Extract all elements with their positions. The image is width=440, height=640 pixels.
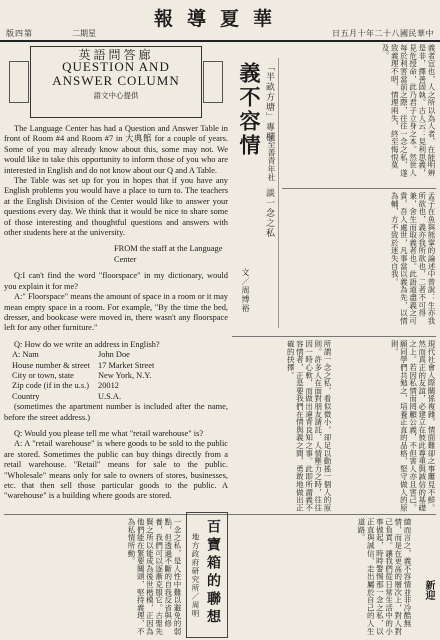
address-value: 20012 (98, 381, 119, 391)
boxed-article-author: 地方政府研究所／周明 (191, 533, 200, 618)
qa-header-credit: 語文中心提供 (93, 91, 139, 101)
qa-header-en-line2: ANSWER COLUMN (52, 73, 180, 89)
intro-paragraph-2: The Table was set up for you in hopes that if you have any English problems you would have a place to turn to. The teachers at the English Division of the Center would like to answer your questions every day. We think that it would be nice to share some of those interesting and thoughtful questions and answers with other students here at the university. (4, 176, 228, 238)
column-divider (232, 336, 436, 337)
address-key: A: Nam (12, 350, 39, 360)
body-text-block-2: 孟子在魚與熊掌的論述中曾說：生亦我所欲也，義亦我所欲也，二者不可得兼，舍生而取義者也。此語道盡義之可貴。吾人處世，凡事當以義為先，以情為輔，方不致於迷失自我。 (390, 192, 436, 325)
address-value: 17 Market Street (98, 360, 155, 370)
boxed-article-title: 百寶箱的聯想 (205, 519, 221, 627)
english-qa-column (4, 42, 228, 512)
feature-byline: 至善青年社 (267, 140, 276, 182)
header-ornament-right (203, 61, 223, 103)
address-value: U.S.A. (98, 391, 122, 401)
address-note: (sometimes the apartment number is included after the name, before the street address.) (4, 402, 228, 422)
question-3: Q: Would you please tell me what "retail warehouse" is? (14, 428, 204, 438)
answer-1: A:" Floorspace" means the amount of space in a room or it may mean empty space in a room. For example, "By the time the bed, dresser, and bookcase were moved in, there wasn't any floorspace left for any other furniture." (4, 292, 228, 333)
header-ornament-left (9, 61, 29, 103)
body-text-block-6: 總而言之，義不容情並非冷酷無情，而是在更高的層次上，對人對己負責。讓我們從日常生活中的小事做起，時時警惕那一念之私，以正直與誠信，走出屬於自己的人生道路。 (356, 518, 412, 635)
question-2: Q: How do we write an address in English? (14, 339, 160, 349)
body-text-block-1: 義者宜也，人之所以為人者，在能明辨是非，擇善固執。古人云：見利思義，見危授命，此乃君子立身之本。然世人每於利害當前之際，往往一念之私，遂致義理不明，情理兩失，終至悔恨莫及。 (380, 44, 436, 177)
address-value: New York, N.Y. (98, 370, 152, 380)
feature-title: 義不容情 (237, 62, 261, 158)
feature-subtitle: 談一念之私 (264, 188, 274, 238)
address-example (12, 350, 228, 402)
masthead (0, 0, 440, 42)
issue-label: 版四第 (6, 29, 33, 38)
qa-header-en-line1: QUESTION AND (62, 59, 170, 75)
newspaper-title: 報導夏華 (153, 8, 286, 30)
address-value: John Doe (98, 350, 130, 360)
body-text-block-3: 所謂一念之私，看似微小，卻足以動搖一個人的原則。許多人在面對朋友請託、人情壓力之時，往往因一時心軟，而做出違背良知之事。此即所謂義不容情者，正是要我們在情與義之間，勇敢地做出正確的抉擇。 (286, 340, 332, 512)
feature-author: 文／周博裕 (241, 268, 250, 313)
body-text-block-4: 現代社會人際關係複雜，情面難卻之事屢見不鮮。然而真正的友誼，必建立在彼此尊重與誠信的基礎之上。若因私情而罔顧公義，不但害人亦且害己。願同學們共勉之，培養正直的品格，堅守做人的原則。 (390, 340, 436, 512)
address-key: Zip code (if in the u.s.) (12, 381, 89, 391)
feature-series: 「半畝方塘」專欄 (264, 62, 274, 142)
new-books-heading: 新迎 (423, 580, 434, 600)
answer-3: A: A "retail warehouse" is where goods to be sold to the public are stored. Sometimes the public can buy things directly from a retail warehouse. "Retail" means for sale to the public. "Wholesale" means only for sale to owners of stores, businesses, etc. that then sell those particular goods to the public. A "warehouse" is a building where goods are stored. (4, 439, 228, 501)
address-key: House number & street (12, 360, 90, 370)
qa-header-box (30, 46, 202, 118)
address-key: Country (12, 391, 40, 401)
address-key: City or town, state (12, 370, 74, 380)
signature-line-2: Center (114, 254, 137, 264)
body-text-block-5: 一念之私，是人性中難以避免的弱點，但透過不斷的自我反省與修養，我們可以逐漸克服它。古聖先賢之所以能成為後世楷模，正因為他們能在緊要關頭，堅持義理，不為私情所動。 (126, 518, 182, 635)
column-divider (282, 188, 436, 189)
weekday-label: 二期星 (72, 29, 96, 38)
question-1: Q:I can't find the word "floorspace" in my dictionary, would you explain it for me? (4, 271, 228, 291)
date-label: 日五月十年二十八國民華中 (332, 29, 434, 38)
boxed-article (186, 512, 228, 638)
qa-header-cn-title: 英語問答廊 (78, 48, 154, 62)
intro-paragraph: The Language Center has had a Question and Answer Table in front of Room #4 and Room #7 in 大典館 for a couple of years. Some of you may already know about this, some may not. We would like to take this opportunity to inform those of you who are interested in English and do not know about our Q and A Table. (4, 124, 228, 175)
signature-line-1: FROM the staff at the Language (114, 244, 223, 254)
